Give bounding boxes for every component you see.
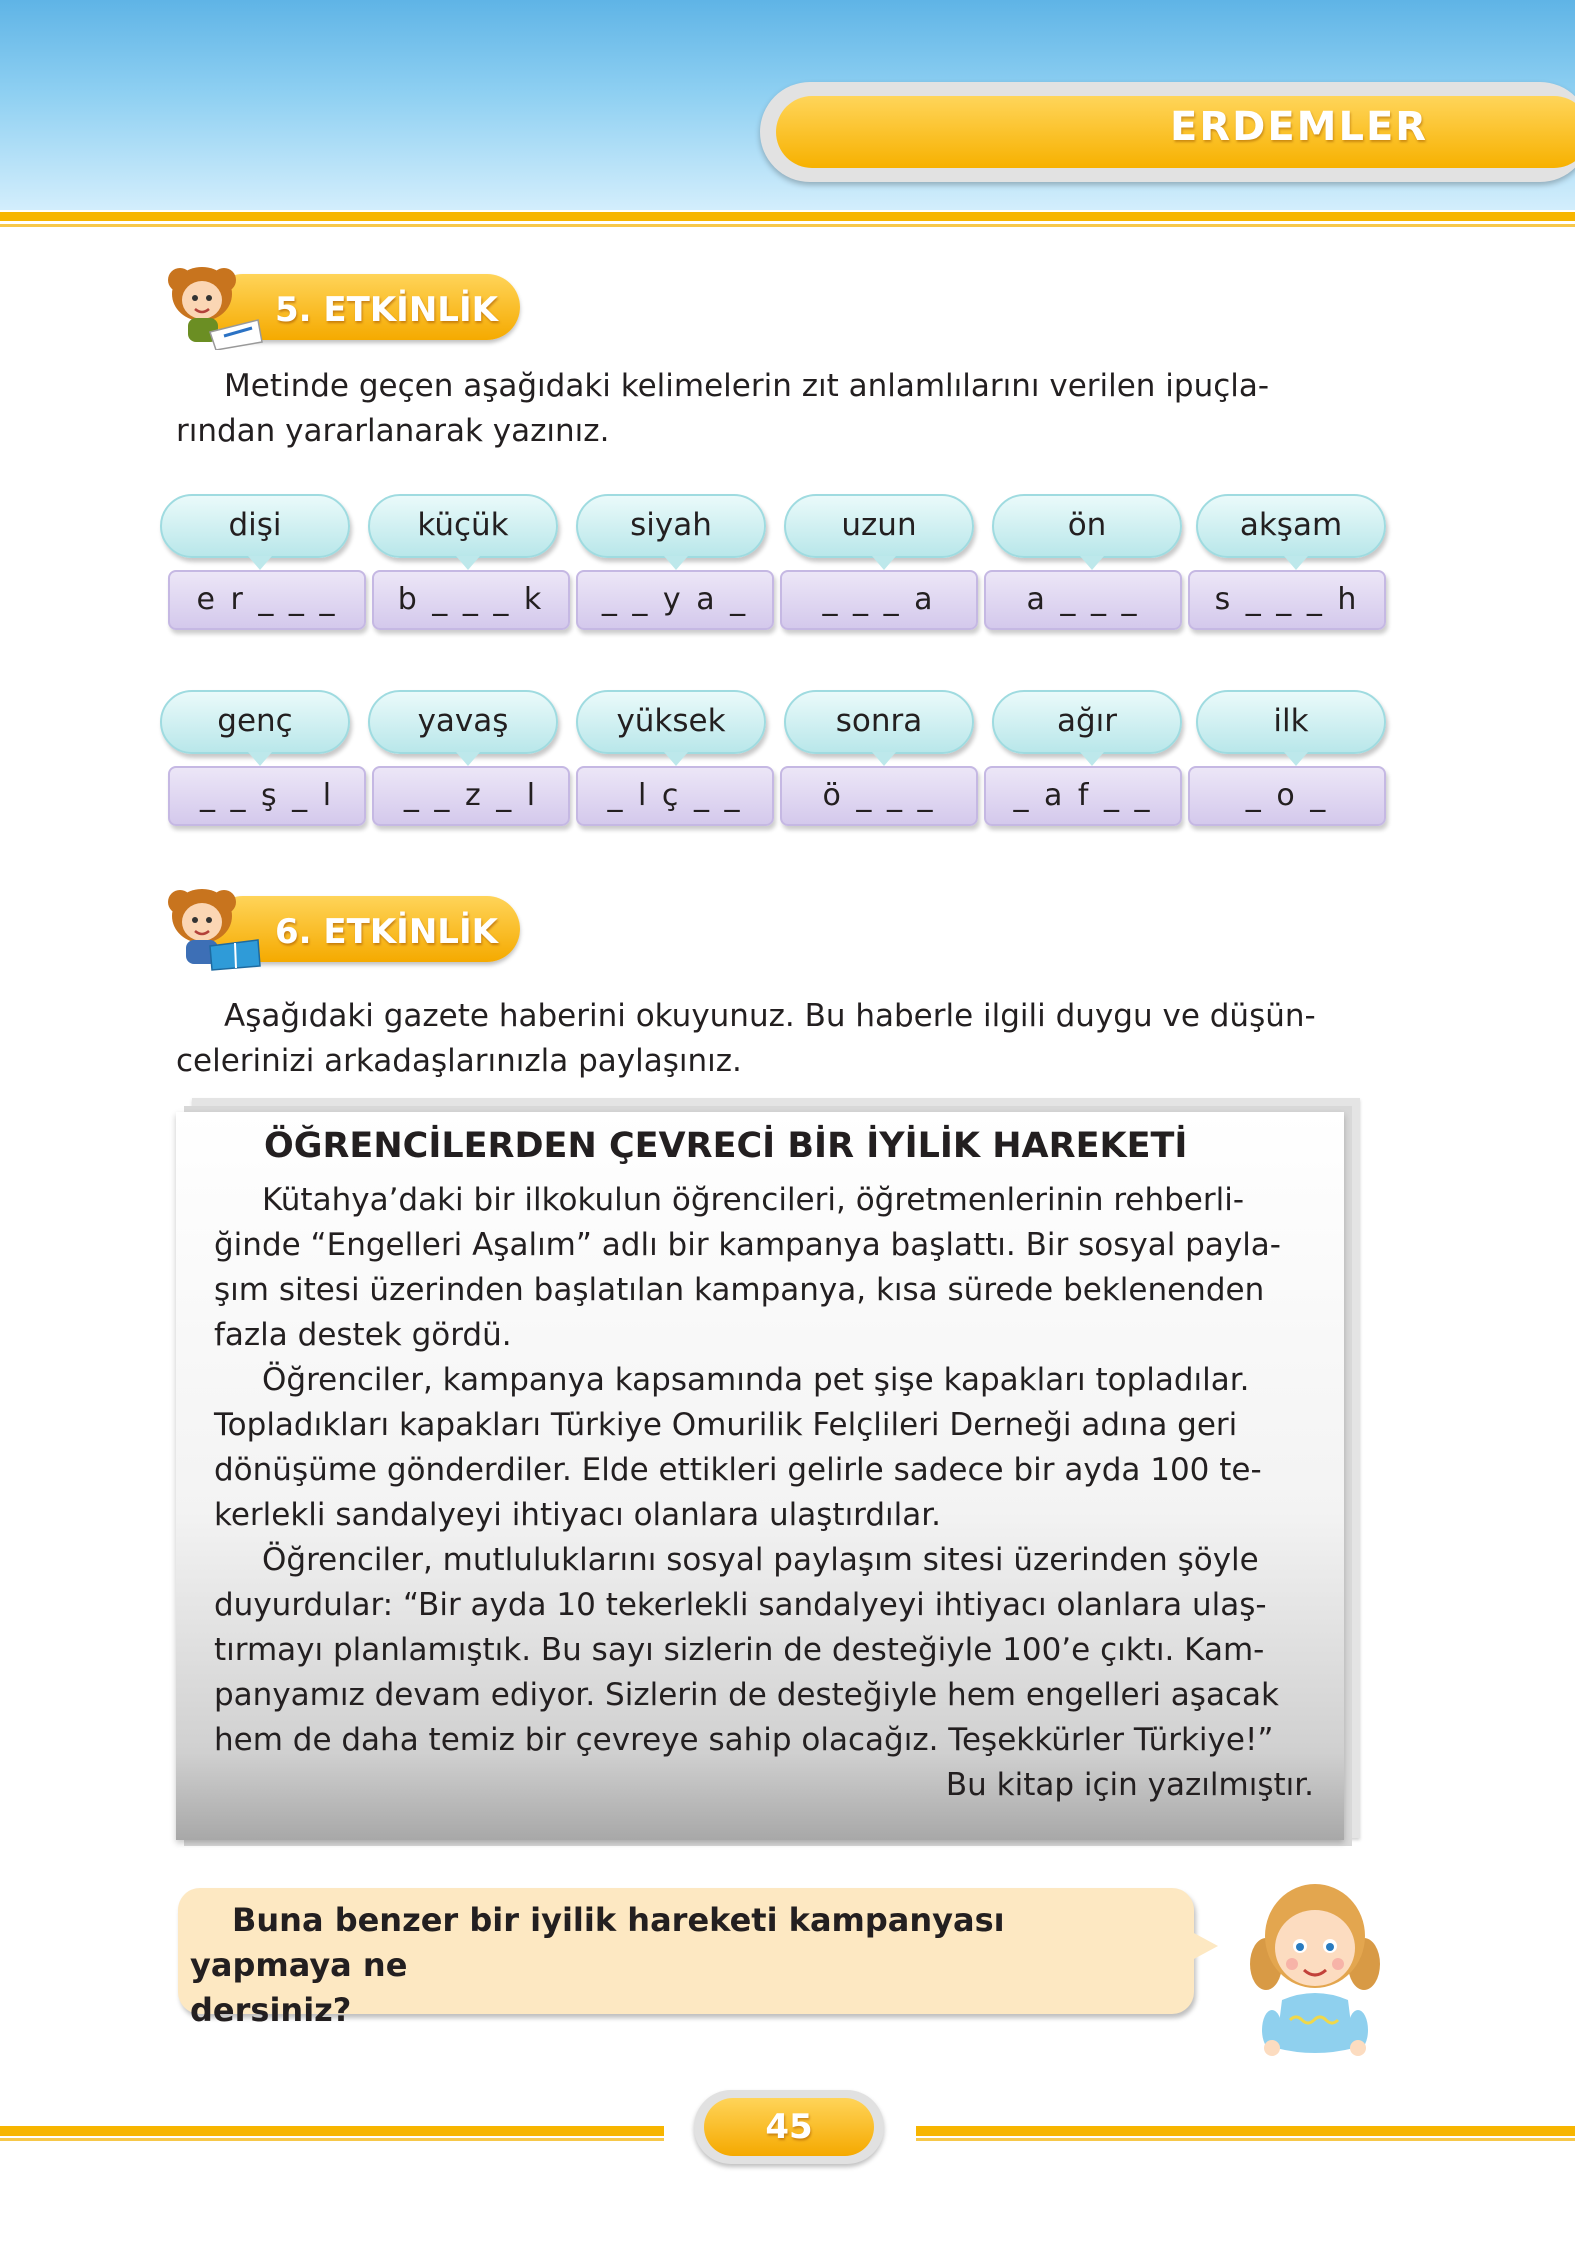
answer-box[interactable]: _ o _ [1188,766,1386,826]
girl-reading-icon [150,884,265,972]
activity-5-badge [150,262,520,350]
chapter-tab [760,82,1575,182]
word-bubble: yüksek [576,690,766,754]
question-bubble [178,1888,1194,2029]
activity-5-instruction [176,364,1356,454]
page-number-pill [694,2090,884,2164]
word-bubble: sonra [784,690,974,754]
news-line: hem de daha temiz bir çevreye sahip olacağız. Teşekkürler Türkiye!” [214,1722,1274,1758]
activity-6-instruction [176,994,1356,1084]
answer-box[interactable]: _ _ _ a [780,570,978,630]
news-line: şım sitesi üzerinden başlatılan kampanya, kısa sürede beklenenden [214,1272,1265,1308]
activity-5-title: 5. ETKİNLİK [275,290,498,330]
word-bubble: yavaş [368,690,558,754]
question-line: dersiniz? [190,1991,352,2029]
word-bubble: uzun [784,494,974,558]
word-bubble: dişi [160,494,350,558]
answer-box[interactable]: s _ _ _ h [1188,570,1386,630]
news-line: Topladıkları kapakları Türkiye Omurilik Felçlileri Derneği adına geri [214,1407,1238,1443]
news-line: ğinde “Engelleri Aşalım” adlı bir kampanya başlattı. Bir sosyal payla- [214,1227,1281,1263]
news-source: Bu kitap için yazılmıştır. [945,1767,1314,1803]
instruction-line: rından yararlanarak yazınız. [176,413,610,449]
activity-6-title: 6. ETKİNLİK [275,912,498,952]
answer-box[interactable]: _ l ç _ _ [576,766,774,826]
news-line: kerlekli sandalyeyi ihtiyacı olanlara ulaştırdılar. [214,1497,942,1533]
word-bubble: akşam [1196,494,1386,558]
header-divider [0,212,1575,221]
word-bubble: siyah [576,494,766,558]
word-bubble: küçük [368,494,558,558]
instruction-line: Metinde geçen aşağıdaki kelimelerin zıt anlamlılarını verilen ipuçla- [224,368,1270,404]
word-bubble: ön [992,494,1182,558]
footer-divider-thin [0,2138,664,2141]
answer-box[interactable]: _ _ z _ l [372,766,570,826]
news-line: Öğrenciler, kampanya kapsamında pet şişe kapakları topladılar. [262,1362,1250,1398]
answer-box[interactable]: _ a f _ _ [984,766,1182,826]
footer-divider-thin [916,2138,1575,2141]
header-divider-thin [0,224,1575,227]
answer-box[interactable]: a _ _ _ [984,570,1182,630]
word-bubble: ilk [1196,690,1386,754]
girl-writing-icon [150,262,265,350]
activity-6-badge [150,884,520,972]
news-line: panyamız devam ediyor. Sizlerin de desteğiyle hem engelleri aşacak [214,1677,1279,1713]
news-headline: ÖĞRENCİLERDEN ÇEVRECİ BİR İYİLİK HAREKETİ [264,1126,1188,1166]
word-bubble: genç [160,690,350,754]
news-line: duyurdular: “Bir ayda 10 tekerlekli sandalyeyi ihtiyacı olanlara ulaş- [214,1587,1267,1623]
news-body [214,1178,1314,1808]
news-line: Kütahya’daki bir ilkokulun öğrencileri, öğretmenlerinin rehberli- [262,1182,1245,1218]
answer-box[interactable]: ö _ _ _ [780,766,978,826]
answer-box[interactable]: _ _ y a _ [576,570,774,630]
answer-box[interactable]: _ _ ş _ l [168,766,366,826]
answer-box[interactable]: e r _ _ _ [168,570,366,630]
news-line: Öğrenciler, mutluluklarını sosyal paylaşım sitesi üzerinden şöyle [262,1542,1259,1578]
question-line: Buna benzer bir iyilik hareketi kampanyası yapmaya ne [190,1901,1005,1984]
word-bubble: ağır [992,690,1182,754]
news-line: dönüşüme gönderdiler. Elde ettikleri gelirle sadece bir ayda 100 te- [214,1452,1262,1488]
girl-character-icon [1240,1872,1390,2062]
news-line: fazla destek gördü. [214,1317,512,1353]
footer-divider [0,2126,664,2136]
chapter-title: ERDEMLER [1170,104,1429,150]
answer-box[interactable]: b _ _ _ k [372,570,570,630]
news-line: tırmayı planlamıştık. Bu sayı sizlerin de desteğiyle 100’e çıktı. Kam- [214,1632,1265,1668]
instruction-line: Aşağıdaki gazete haberini okuyunuz. Bu haberle ilgili duygu ve düşün- [224,998,1316,1034]
instruction-line: celerinizi arkadaşlarınızla paylaşınız. [176,1043,742,1079]
page-number: 45 [704,2098,874,2156]
footer-divider [916,2126,1575,2136]
